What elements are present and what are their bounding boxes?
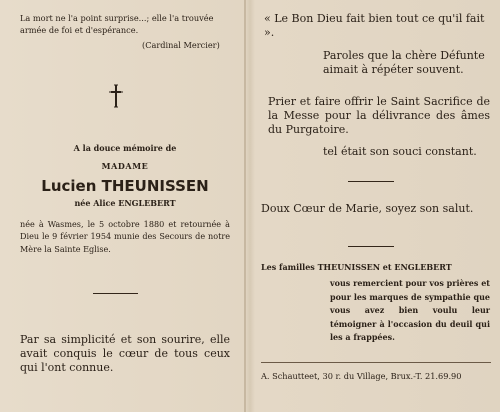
prayer-attribution: tel était son souci constant. — [323, 145, 477, 158]
prayer-text: Prier et faire offrir le Saint Sacrifice de la Messe pour la délivrance des âmes du Purgatoire. — [268, 95, 490, 136]
thanks-message: vous remercient pour vos prières et pour les marques de sympathie que vous avez bien voulu leur témoigner à l'occasion du deuil qui les a frappées. — [330, 278, 490, 342]
memory-heading: A la douce mémoire de — [73, 143, 177, 153]
families-line: Les familles THEUNISSEN et ENGLEBERT — [261, 262, 452, 272]
right-divider-2 — [348, 246, 394, 247]
printer-divider — [261, 362, 491, 363]
maiden-name: née Alice ENGLEBERT — [74, 198, 176, 208]
opening-quote — [20, 12, 230, 36]
opening-quote-line-2: armée de foi et d'espérance. — [20, 25, 139, 35]
honorific-label: MADAME — [101, 161, 149, 171]
right-panel — [246, 0, 500, 412]
opening-quote-line-1: La mort ne l'a point surprise...; elle l'a trouvée — [20, 13, 214, 23]
saying-attribution: Paroles que la chère Défunte aimait à répéter souvent. — [323, 49, 485, 76]
invocation-text: Doux Cœur de Marie, soyez son salut. — [261, 202, 474, 215]
printer-credit: A. Schautteet, 30 r. du Village, Brux.-T. 21.69.90 — [261, 371, 462, 381]
quote-author: (Cardinal Mercier) — [142, 40, 220, 50]
closing-tribute: Par sa simplicité et son sourire, elle avait conquis le cœur de tous ceux qui l'ont connue. — [20, 333, 230, 375]
latin-cross-icon — [108, 84, 124, 108]
right-divider-1 — [348, 181, 394, 182]
favorite-saying: « Le Bon Dieu fait bien tout ce qu'il fait ». — [264, 12, 485, 39]
left-divider — [93, 293, 138, 294]
deceased-name: Lucien THEUNISSEN — [41, 177, 209, 195]
birth-death-details: née à Wasmes, le 5 octobre 1880 et retournée à Dieu le 9 février 1954 munie des Secours de notre Mère la Sainte Eglise. — [20, 219, 230, 254]
left-panel — [0, 0, 244, 412]
